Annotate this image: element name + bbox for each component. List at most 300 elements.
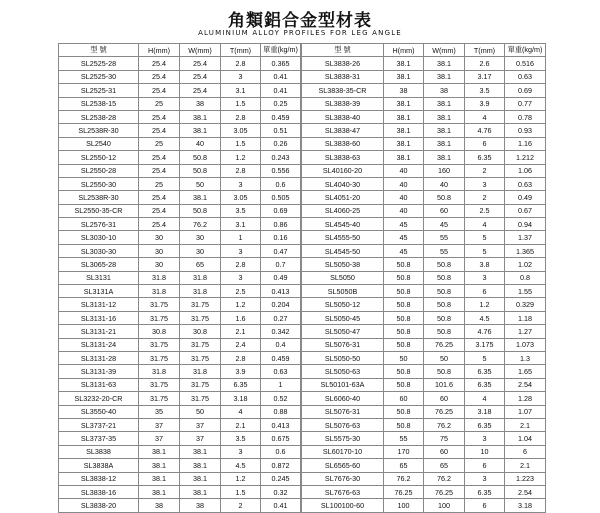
cell-unit-weight: 1.06 [505,164,546,177]
cell-height: 31.8 [139,365,180,378]
cell-model: SL6060-40 [302,392,384,405]
cell-height: 25.4 [139,204,180,217]
cell-height: 31.75 [139,351,180,364]
table-row [59,418,301,431]
cell-unit-weight: 0.8 [505,271,546,284]
cell-width: 31.75 [180,392,221,405]
cell-thickness: 6.35 [465,365,505,378]
cell-width: 31.8 [180,285,221,298]
cell-thickness: 1.5 [221,485,261,498]
cell-thickness: 5 [465,244,505,257]
cell-width: 50 [180,177,221,190]
cell-model: SL5050-38 [302,258,384,271]
table-row [302,97,546,110]
cell-model: SL3838-39 [302,97,384,110]
cell-unit-weight: 0.4 [261,338,301,351]
cell-unit-weight: 0.26 [261,137,301,150]
table-row [302,499,546,512]
cell-unit-weight: 1.212 [505,151,546,164]
cell-model: SL5076-31 [302,405,384,418]
cell-model: SL4040-30 [302,177,384,190]
cell-width: 38.1 [424,151,465,164]
cell-unit-weight: 0.41 [261,84,301,97]
cell-model: SL3131-63 [59,378,139,391]
table-row [302,204,546,217]
cell-width: 50.8 [424,285,465,298]
cell-thickness: 4 [465,110,505,123]
cell-thickness: 6.35 [465,378,505,391]
table-row [302,392,546,405]
cell-model: SL3065-28 [59,258,139,271]
cell-model: SL5050-47 [302,325,384,338]
cell-height: 65 [384,459,424,472]
cell-thickness: 3 [221,271,261,284]
cell-unit-weight: 1.3 [505,351,546,364]
cell-unit-weight: 1.16 [505,137,546,150]
cell-thickness: 3.1 [221,84,261,97]
table-row [302,124,546,137]
cell-model: SL50101-63A [302,378,384,391]
cell-model: SL5050-63 [302,365,384,378]
cell-height: 40 [384,191,424,204]
cell-model: SL5050-45 [302,311,384,324]
cell-thickness: 3.5 [221,204,261,217]
cell-model: SL3838-60 [302,137,384,150]
table-row [59,84,301,97]
cell-thickness: 2 [465,164,505,177]
cell-model: SL7676-30 [302,472,384,485]
cell-unit-weight: 1.02 [505,258,546,271]
cell-height: 35 [139,405,180,418]
table-row [302,311,546,324]
cell-unit-weight: 1.073 [505,338,546,351]
table-row [302,432,546,445]
cell-unit-weight: 1.37 [505,231,546,244]
cell-model: SL3838-26 [302,57,384,70]
cell-model: SL4051-20 [302,191,384,204]
cell-height: 25.4 [139,57,180,70]
cell-width: 38 [180,97,221,110]
cell-model: SL3131-16 [59,311,139,324]
cell-unit-weight: 3.18 [505,499,546,512]
cell-width: 38.1 [424,137,465,150]
table-row [59,151,301,164]
cell-model: SL2576-31 [59,218,139,231]
cell-thickness: 5 [465,231,505,244]
cell-width: 50.8 [180,164,221,177]
cell-unit-weight: 0.342 [261,325,301,338]
cell-model: SL3838-47 [302,124,384,137]
cell-height: 37 [139,432,180,445]
table-row [59,485,301,498]
cell-width: 55 [424,244,465,257]
cell-unit-weight: 0.204 [261,298,301,311]
cell-thickness: 6 [465,459,505,472]
cell-model: SL2525-28 [59,57,139,70]
cell-height: 30 [139,231,180,244]
cell-height: 25.4 [139,164,180,177]
cell-unit-weight: 0.6 [261,177,301,190]
cell-height: 25.4 [139,191,180,204]
header-width: W(mm) [424,44,465,57]
cell-model: SL3838-63 [302,151,384,164]
cell-width: 65 [424,459,465,472]
cell-height: 76.25 [384,485,424,498]
cell-model: SL3838 [59,445,139,458]
cell-model: SL2538R-30 [59,124,139,137]
cell-width: 65 [180,258,221,271]
cell-height: 31.75 [139,338,180,351]
cell-width: 38.1 [424,57,465,70]
cell-width: 38.1 [180,124,221,137]
table-row [302,459,546,472]
cell-width: 38.1 [180,459,221,472]
cell-model: SL3838-20 [59,499,139,512]
cell-thickness: 3.5 [221,432,261,445]
cell-height: 37 [139,418,180,431]
cell-unit-weight: 0.41 [261,70,301,83]
table-row [302,405,546,418]
table-row [59,271,301,284]
cell-height: 25.4 [139,84,180,97]
table-row [302,418,546,431]
cell-thickness: 2.8 [221,57,261,70]
cell-height: 100 [384,499,424,512]
cell-thickness: 3.9 [465,97,505,110]
cell-unit-weight: 0.67 [505,204,546,217]
table-row [59,338,301,351]
cell-width: 50.8 [424,271,465,284]
cell-thickness: 6.35 [221,378,261,391]
cell-width: 50.8 [424,298,465,311]
table-row [302,472,546,485]
cell-thickness: 3 [465,177,505,190]
cell-height: 38.1 [384,97,424,110]
cell-width: 38.1 [180,445,221,458]
cell-thickness: 3.05 [221,124,261,137]
table-row [59,392,301,405]
cell-unit-weight: 1.27 [505,325,546,338]
cell-unit-weight: 0.47 [261,244,301,257]
cell-thickness: 10 [465,445,505,458]
cell-model: SL3131-24 [59,338,139,351]
cell-model: SL5076-31 [302,338,384,351]
cell-model: SL3131A [59,285,139,298]
table-row [302,298,546,311]
header-thickness: T(mm) [465,44,505,57]
table-row [59,204,301,217]
cell-unit-weight: 0.63 [505,177,546,190]
cell-model: SL2538-15 [59,97,139,110]
cell-unit-weight: 2.54 [505,485,546,498]
cell-height: 50.8 [384,285,424,298]
table-row [59,177,301,190]
cell-thickness: 3.5 [465,84,505,97]
cell-model: SL3838-31 [302,70,384,83]
cell-width: 76.2 [424,418,465,431]
cell-width: 50.8 [424,325,465,338]
cell-width: 31.75 [180,378,221,391]
table-row [302,191,546,204]
cell-height: 38.1 [384,70,424,83]
cell-width: 100 [424,499,465,512]
cell-unit-weight: 0.52 [261,392,301,405]
table-row [59,311,301,324]
cell-thickness: 1.6 [221,311,261,324]
table-row [59,432,301,445]
cell-unit-weight: 0.16 [261,231,301,244]
cell-thickness: 3.17 [465,70,505,83]
table-row [302,338,546,351]
cell-unit-weight: 0.556 [261,164,301,177]
cell-model: SL2525-31 [59,84,139,97]
cell-width: 50.8 [424,258,465,271]
table-row [59,97,301,110]
cell-model: SL3131-21 [59,325,139,338]
cell-model: SL3131-12 [59,298,139,311]
cell-unit-weight: 0.86 [261,218,301,231]
table-row [59,137,301,150]
table-row [59,459,301,472]
header-thickness: T(mm) [221,44,261,57]
cell-model: SL60170-10 [302,445,384,458]
table-row [302,244,546,257]
cell-unit-weight: 0.32 [261,485,301,498]
cell-width: 50.8 [180,151,221,164]
cell-unit-weight: 1.28 [505,392,546,405]
cell-model: SL40160-20 [302,164,384,177]
cell-unit-weight: 0.41 [261,499,301,512]
cell-height: 25 [139,137,180,150]
cell-width: 50 [424,351,465,364]
table-row [59,298,301,311]
cell-model: SL3838-12 [59,472,139,485]
table-row [302,177,546,190]
cell-height: 40 [384,164,424,177]
cell-width: 76.2 [424,472,465,485]
table-row [59,351,301,364]
table-row [302,365,546,378]
cell-height: 31.75 [139,298,180,311]
table-row [302,258,546,271]
cell-thickness: 2 [465,191,505,204]
cell-thickness: 3 [465,472,505,485]
cell-unit-weight: 1.55 [505,285,546,298]
table-row [302,57,546,70]
cell-unit-weight: 6 [505,445,546,458]
cell-model: SL3737-35 [59,432,139,445]
table-row [302,151,546,164]
cell-model: SL2550-12 [59,151,139,164]
cell-thickness: 3.8 [465,258,505,271]
cell-width: 38.1 [180,191,221,204]
cell-thickness: 3.9 [221,365,261,378]
cell-height: 50.8 [384,325,424,338]
cell-width: 37 [180,418,221,431]
cell-width: 76.25 [424,485,465,498]
cell-unit-weight: 2.54 [505,378,546,391]
cell-width: 40 [424,177,465,190]
cell-unit-weight: 0.63 [261,365,301,378]
cell-unit-weight: 0.365 [261,57,301,70]
table-row [302,218,546,231]
cell-height: 45 [384,231,424,244]
cell-height: 55 [384,432,424,445]
cell-unit-weight: 0.63 [505,70,546,83]
cell-thickness: 4.76 [465,325,505,338]
cell-width: 75 [424,432,465,445]
cell-width: 31.8 [180,365,221,378]
table-row [302,485,546,498]
cell-height: 25.4 [139,70,180,83]
table-row [302,137,546,150]
cell-thickness: 3.05 [221,191,261,204]
page-title: 角類鋁合金型材表 [228,11,372,31]
cell-height: 38.1 [384,57,424,70]
cell-height: 31.75 [139,392,180,405]
cell-model: SL3838-40 [302,110,384,123]
cell-thickness: 2.8 [221,110,261,123]
header-model: 型 號 [302,44,384,57]
cell-unit-weight: 1 [261,378,301,391]
cell-height: 50.8 [384,271,424,284]
cell-height: 25.4 [139,110,180,123]
cell-unit-weight: 0.25 [261,97,301,110]
cell-unit-weight: 0.516 [505,57,546,70]
table-row [59,191,301,204]
cell-model: SL2540 [59,137,139,150]
cell-width: 31.75 [180,311,221,324]
cell-thickness: 6.35 [465,151,505,164]
cell-thickness: 2.4 [221,338,261,351]
cell-unit-weight: 0.6 [261,445,301,458]
cell-thickness: 6.35 [465,418,505,431]
cell-height: 25.4 [139,218,180,231]
header-height: H(mm) [139,44,180,57]
cell-model: SL2550-30 [59,177,139,190]
cell-unit-weight: 0.93 [505,124,546,137]
table-row [59,57,301,70]
cell-unit-weight: 0.27 [261,311,301,324]
cell-height: 50.8 [384,338,424,351]
cell-width: 50 [180,405,221,418]
cell-thickness: 6 [465,499,505,512]
cell-height: 50.8 [384,365,424,378]
cell-model: SL3737-21 [59,418,139,431]
cell-width: 55 [424,231,465,244]
cell-thickness: 2.6 [465,57,505,70]
table-row [59,70,301,83]
table-row [59,405,301,418]
cell-height: 25 [139,177,180,190]
cell-unit-weight: 0.413 [261,418,301,431]
table-row [302,325,546,338]
cell-height: 50.8 [384,311,424,324]
cell-thickness: 1.2 [221,151,261,164]
cell-thickness: 6 [465,285,505,298]
table-row [302,378,546,391]
cell-width: 50.8 [424,311,465,324]
cell-unit-weight: 1.18 [505,311,546,324]
cell-height: 38 [384,84,424,97]
table-row [59,325,301,338]
cell-width: 45 [424,218,465,231]
cell-height: 45 [384,218,424,231]
cell-width: 60 [424,445,465,458]
cell-height: 38.1 [384,110,424,123]
cell-width: 25.4 [180,70,221,83]
cell-unit-weight: 1.04 [505,432,546,445]
cell-width: 25.4 [180,84,221,97]
cell-unit-weight: 0.69 [505,84,546,97]
cell-thickness: 4 [221,405,261,418]
table-row [59,285,301,298]
cell-unit-weight: 1.365 [505,244,546,257]
cell-model: SL3131-39 [59,365,139,378]
cell-height: 50.8 [384,405,424,418]
cell-model: SL5050 [302,271,384,284]
cell-model: SL3838-35-CR [302,84,384,97]
cell-width: 38.1 [180,485,221,498]
spec-table-left [58,43,301,513]
cell-unit-weight: 0.78 [505,110,546,123]
table-row [302,271,546,284]
cell-width: 38.1 [424,124,465,137]
cell-model: SL5050-12 [302,298,384,311]
cell-height: 38.1 [384,151,424,164]
cell-height: 31.75 [139,378,180,391]
cell-thickness: 3.18 [221,392,261,405]
table-row [59,231,301,244]
cell-width: 76.25 [424,338,465,351]
cell-height: 50.8 [384,418,424,431]
header-width: W(mm) [180,44,221,57]
cell-unit-weight: 1.07 [505,405,546,418]
cell-width: 50.8 [424,191,465,204]
cell-height: 31.75 [139,311,180,324]
cell-height: 30 [139,244,180,257]
cell-unit-weight: 0.872 [261,459,301,472]
cell-unit-weight: 0.505 [261,191,301,204]
cell-height: 38 [139,499,180,512]
cell-model: SL4545-50 [302,244,384,257]
cell-height: 60 [384,392,424,405]
cell-thickness: 5 [465,351,505,364]
cell-width: 38.1 [180,110,221,123]
cell-unit-weight: 0.245 [261,472,301,485]
cell-height: 38.1 [139,459,180,472]
cell-height: 76.2 [384,472,424,485]
cell-model: SL2550-28 [59,164,139,177]
cell-thickness: 3 [465,432,505,445]
cell-height: 31.8 [139,271,180,284]
cell-width: 31.75 [180,338,221,351]
cell-width: 101.6 [424,378,465,391]
table-row [59,499,301,512]
cell-height: 25.4 [139,124,180,137]
cell-unit-weight: 0.329 [505,298,546,311]
cell-unit-weight: 2.1 [505,459,546,472]
table-row [59,164,301,177]
cell-width: 38.1 [180,472,221,485]
cell-unit-weight: 0.49 [261,271,301,284]
table-row [59,365,301,378]
cell-thickness: 1 [221,231,261,244]
cell-model: SL3550-40 [59,405,139,418]
cell-model: SL3131 [59,271,139,284]
cell-width: 30 [180,244,221,257]
cell-thickness: 2.8 [221,258,261,271]
